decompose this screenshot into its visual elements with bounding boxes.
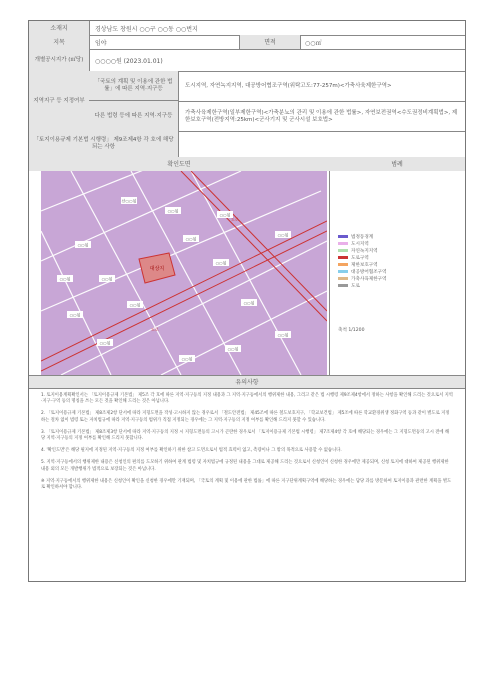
parcel-label: ○○임 [277, 332, 289, 338]
row-land-price [29, 49, 465, 72]
parcel-label: ○○임 [59, 276, 71, 282]
land-category-label: 지목 [29, 35, 90, 49]
legend [329, 171, 466, 375]
land-price-label: 개별공시지가 (㎡당) [29, 49, 90, 71]
legend-item: 도로 [338, 282, 387, 289]
notice-paragraph: 2. 「토지이용규제 기본법」 제8조제2항 단서에 따라 지형도면을 작성·고시하지 않는 경우로서 「철도안전법」 제45조에 따른 철도보호지구, 「학교보건법」 제5조에 따른 학교환경위생 정화구역 등과 같이 별도로 지정하는 절차 없이 법령 또는 자치법규에 따라 지역·지구등의 범위가 직접 지정되는 경우에는 그 지역·지구등의 지정 여부를 확인해 드리지 못할 수 있습니다. [41, 411, 450, 423]
legend-item: 대공방어협조구역 [338, 268, 387, 275]
row-location [29, 21, 465, 36]
parcel-label: 산○○임 [121, 198, 137, 204]
legend-item: 가축사육제한구역 [338, 275, 387, 282]
notice-header-row [29, 375, 465, 389]
road-label: 도로 [231, 217, 239, 222]
notice-label: 유의사항 [29, 376, 465, 388]
notice-text [41, 393, 453, 497]
land-price-value: ○○○○원 (2023.01.01) [95, 57, 163, 65]
notice-paragraph: 5. 지역·지구등에서의 행위제한 내용은 신청인의 편의를 도모하기 위하여 관계 법령 및 자치법규에 규정된 내용을 그대로 제공해 드리는 것으로서 신청인이 신청한 경우에만 제공되며, 신청 토지에 대하여 제공된 행위제한 내용 외의 모든 개발행위가 법적으로 보장되는 것은 아닙니다. [41, 460, 449, 472]
zoning-sub1-label: 「국토의 계획 및 이용에 관한 법률」에 따른 지역·지구등 [89, 71, 179, 101]
parcel-label: ○○임 [69, 312, 81, 318]
parcel-label: ○○임 [243, 300, 255, 306]
parcel-label: ○○임 [99, 340, 111, 346]
notice-paragraph: 4. '확인도면'은 해당 필지에 지정된 지역·지구등의 지정 여부를 확인하기 위한 참고 도면으로서 법적 효력이 없고, 측량이나 그 밖의 목적으로 사용할 수 없습니다. [41, 448, 342, 454]
notice-paragraph: ※ 지역·지구등에서의 행위제한 내용은 신청인이 확인을 신청한 경우에만 기재되며, 「국토의 계획 및 이용에 관한 법률」에 따른 지구단위계획구역에 해당하는 경우에는 담당 과를 방문하여 토지이용과 관련한 계획을 별도로 확인하셔야 합니다. [41, 478, 452, 491]
enforcement-label: 「토지이용규제 기본법 시행령」 제9조제4항 각 호에 해당되는 사항 [29, 131, 179, 157]
confirmation-map [41, 171, 327, 375]
notice-paragraph: 1. 토지이용계획확인서는 「토지이용규제 기본법」 제5조 각 호에 따른 지역·지구등의 지정 내용과 그 지역·지구등에서의 행위제한 내용, 그리고 같은 법 시행령 제9조제4항에서 정하는 사항을 확인해 드리는 것으로서 지역·지구·구역 등의 명칭을 쓰는 모든 것을 확인해 드리는 것은 아닙니다. [41, 393, 453, 405]
parcel-label: ○○임 [181, 356, 193, 362]
parcel-label: ○○임 [277, 232, 289, 238]
parcel-label: ○○임 [215, 260, 227, 266]
zoning-label: 지역지구 등 지정여부 [29, 71, 90, 131]
legend-item: 도시지역 [338, 240, 387, 247]
legend-item: 자연녹지지역 [338, 247, 387, 254]
zoning-sub2-label: 다른 법령 등에 따른 지역·지구등 [89, 101, 179, 131]
area-label: 면적 [239, 35, 301, 49]
location-label: 소재지 [29, 21, 90, 35]
parcel-label: ○○임 [219, 212, 231, 218]
location-value: 경상남도 창원시 ○○구 ○○동 ○○번지 [95, 25, 198, 33]
parcel-label: ○○임 [167, 208, 179, 214]
map-svg [41, 171, 327, 375]
area-value: ○○㎡ [305, 39, 322, 47]
parcel-label: ○○임 [227, 346, 239, 352]
map-header-row [29, 157, 465, 171]
zoning-sub2-value: 가축사육제한구역(일부제한구역)<가축분뇨의 관리 및 이용에 관한 법률>, 자연보전권역<수도권정비계획법>, 제한보호구역(전방지역:25km)<군사기지 및 군사시설 보호법> [179, 101, 465, 131]
row-land-category [29, 35, 465, 50]
enforcement-value [179, 131, 465, 157]
parcel-label: ○○임 [129, 302, 141, 308]
legend-label: 범례 [329, 157, 465, 171]
parcel-label: ○○임 [77, 242, 89, 248]
zoning-sub1-value: 도시지역, 자연녹지지역, 대공방어협조구역(위탁고도:77-257m)<가축사육제한구역> [185, 82, 392, 89]
legend-item: 제한보호구역 [338, 261, 387, 268]
land-use-plan-sheet [28, 20, 466, 582]
map-label: 확인도면 [29, 157, 330, 171]
parcel-label: ○○임 [185, 236, 197, 242]
parcel-label: ○○임 [101, 276, 113, 282]
subject-parcel-label: 대상지 [149, 266, 165, 272]
notice-paragraph: 3. 「토지이용규제 기본법」 제8조제3항 단서에 따라 지역·지구등의 지정 시 지형도면등의 고시가 곤란한 경우로서 「토지이용규제 기본법 시행령」 제7조제4항 각 호에 해당되는 경우에는 그 지형도면등의 고시 전에 해당 지역·지구등의 지정 여부를 확인해 드리지 못합니다. [41, 429, 450, 442]
legend-item: 법정동경계 [338, 233, 387, 240]
land-category-value: 임야 [95, 39, 107, 47]
map-scale: 축척 1/1200 [338, 328, 365, 333]
legend-item: 도로구역 [338, 254, 387, 261]
road-label: 도로 [151, 327, 159, 332]
row-enforcement [29, 131, 465, 158]
row-zoning [29, 71, 465, 132]
